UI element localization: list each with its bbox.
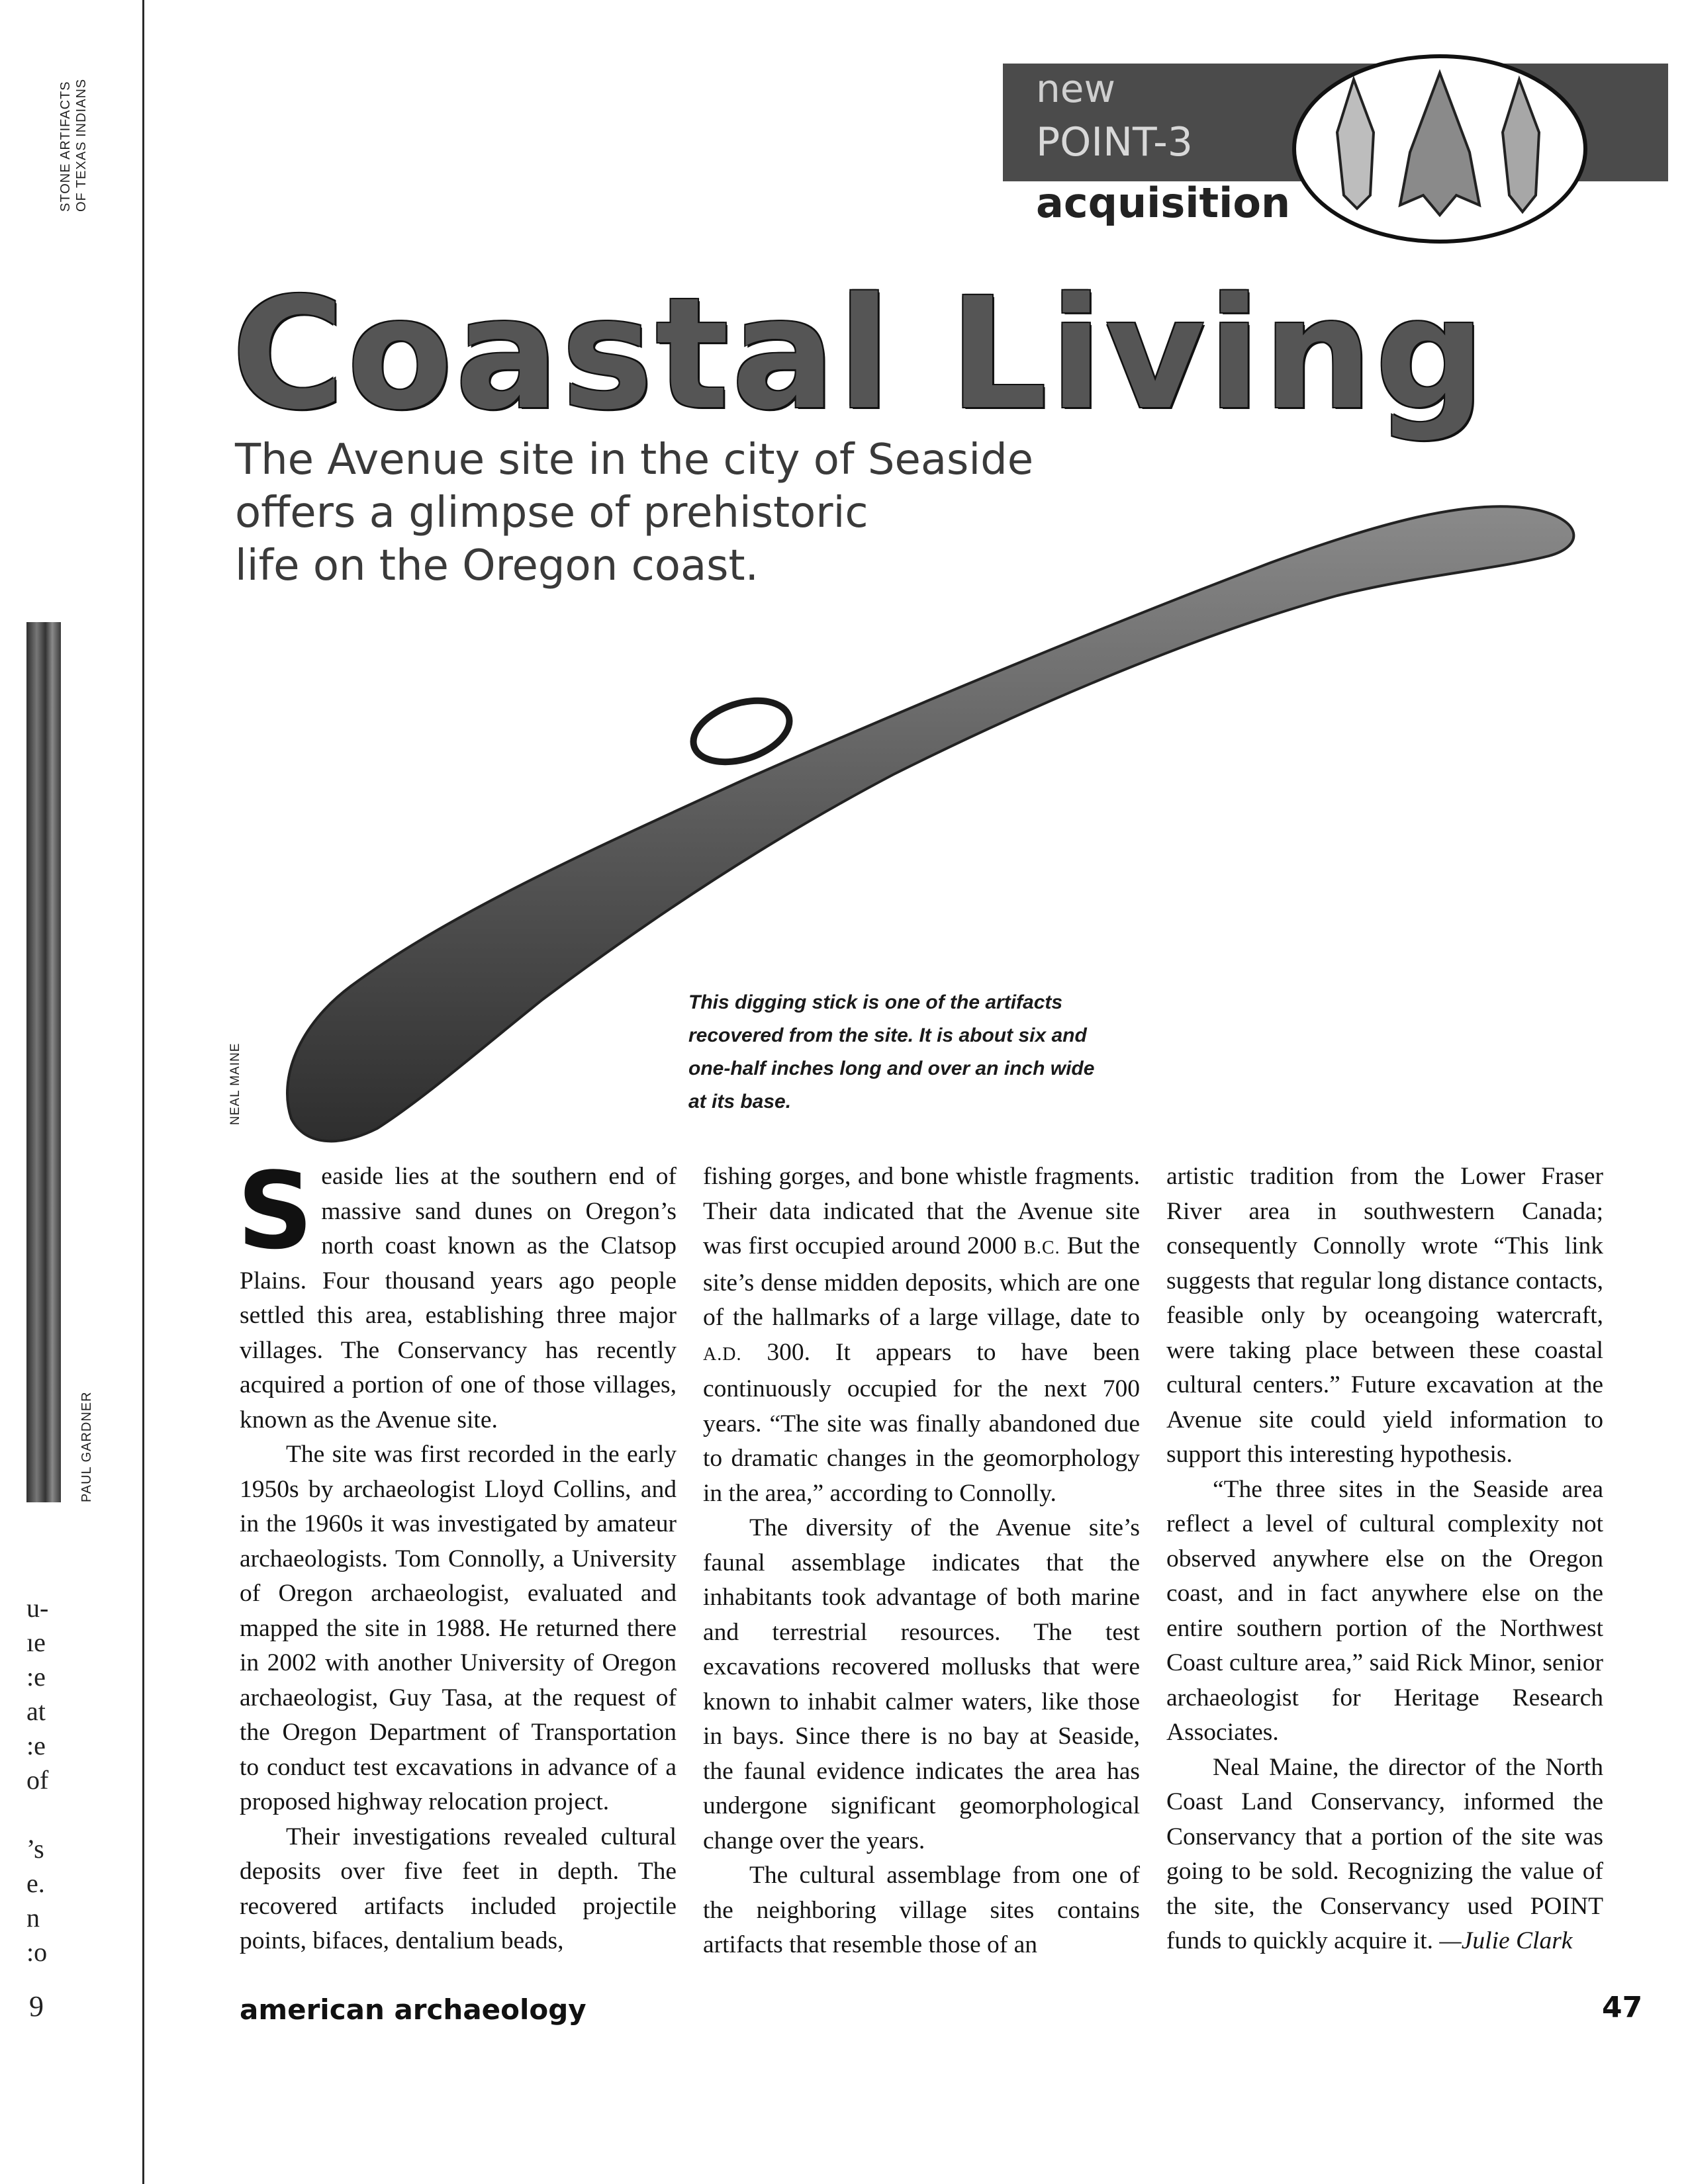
projectile-points-icon: [1291, 53, 1589, 245]
margin-fragment: at: [26, 1696, 46, 1726]
era-abbrev: B.C.: [1023, 1238, 1060, 1258]
era-abbrev: A.D.: [703, 1343, 742, 1365]
paragraph: [1166, 1751, 1603, 1959]
article-column-1: [237, 1149, 677, 1959]
margin-fragment: u-: [26, 1593, 49, 1623]
banner-acquisition-label: acquisition: [1036, 179, 1291, 227]
paragraph: Their investigations revealed cultural deposits over five feet in depth. The recovered artifacts included projectile points, bifaces, dentalium beads,: [240, 1823, 677, 1954]
page-number: 47: [1602, 1991, 1643, 2025]
margin-fragment: :o: [26, 1937, 48, 1967]
article-column-2: [703, 1160, 1140, 1963]
page-gutter-line: [142, 0, 144, 2184]
paragraph-text: fishing gorges, and bone whistle fragments. Their data indicated that the Avenue site was first occupied around 2000: [703, 1163, 1140, 1259]
article-title: Coastal Living: [232, 265, 1488, 443]
banner-point-label: POINT-3: [1036, 119, 1193, 165]
paragraph: The site was first recorded in the early 1950s by archaeologist Lloyd Collins, and in the 1960s it was investigated by amateur archaeologists. Tom Connolly, a University of Oregon archaeologist, evaluated and mapped the site in 1988. He returned there in 2002 with another University of Oregon archaeologist, Guy Tasa, at the request of the Oregon Department of Transportation to conduct test excavations in advance of a proposed highway relocation project.: [240, 1441, 677, 1815]
photo-credit: NEAL MAINE: [228, 1042, 242, 1125]
margin-fragment: n: [26, 1903, 40, 1933]
paragraph: artistic tradition from the Lower Fraser River area in southwestern Canada; consequently Connolly wrote “This link suggests that regular long distance contacts, feasible only by oceangoing watercraft, were taking place between these coastal cultural centers.” Future excavation at the Avenue site could yield information to support this interesting hypothesis.: [1166, 1163, 1603, 1468]
paragraph: “The three sites in the Seaside area reflect a level of cultural complexity not observed anywhere else on the Oregon coast, and in fact anywhere else on the entire southern portion of the Northwest Coast culture area,” said Rick Minor, senior archaeologist for Heritage Research Associates.: [1166, 1475, 1603, 1746]
margin-fragment: :e: [26, 1731, 46, 1760]
subtitle-line: offers a glimpse of prehistoric: [235, 488, 868, 537]
margin-fragment: :e: [26, 1662, 46, 1692]
paragraph-text: 300. It appears to have been continuously occupied for the next 700 years. “The site was finally abandoned due to dramatic changes in the geomorphology in the area,” according to Connolly.: [703, 1338, 1141, 1507]
margin-caption-line1: STONE ARTIFACTS: [58, 81, 73, 212]
drop-cap: S: [237, 1149, 314, 1273]
margin-fragment: ıe: [26, 1627, 46, 1657]
author-signoff: —Julie Clark: [1439, 1927, 1573, 1954]
margin-fragment: of: [26, 1765, 49, 1795]
margin-fragment: ’s: [26, 1834, 44, 1864]
paragraph-text: But the site’s dense midden deposits, which are one of the hallmarks of a large village, date to: [703, 1232, 1140, 1331]
margin-photo-credit: PAUL GARDNER: [79, 1391, 94, 1502]
paragraph: The cultural assemblage from one of the neighboring village sites contains artifacts that resemble those of an: [703, 1862, 1140, 1958]
article-column-3: [1166, 1160, 1603, 1959]
margin-photo-strip: [26, 622, 61, 1502]
margin-page-number: 9: [29, 1990, 44, 2023]
paragraph: [703, 1160, 1140, 1511]
photo-caption: This digging stick is one of the artifacts recovered from the site. It is about six and one-half inches long and over an inch wide at its base.: [688, 991, 1095, 1113]
margin-caption-line2: OF TEXAS INDIANS: [74, 78, 89, 212]
paragraph: [237, 1149, 677, 1437]
margin-fragment: e.: [26, 1868, 45, 1898]
banner-new-label: new: [1036, 66, 1115, 111]
paragraph-text: easide lies at the southern end of massive sand dunes on Oregon’s north coast known as the Clatsop Plains. Four thousand years ago people settled this area, establishing three major villages. The Conservancy has recently acquired a portion of one of those villages, known as the Avenue site.: [240, 1163, 677, 1433]
magazine-name: american archaeology: [240, 1993, 586, 2026]
paragraph: The diversity of the Avenue site’s faunal assemblage indicates that the inhabitants took advantage of both marine and terrestrial resources. The test excavations recovered mollusks that were known to inhabit calmer waters, like those in bays. Since there is no bay at Seaside, the faunal evidence indicates the area has undergone significant geomorphological change over the years.: [703, 1514, 1140, 1854]
subtitle-line: life on the Oregon coast.: [235, 541, 759, 590]
paragraph-text: Neal Maine, the director of the North Coast Land Conservancy, informed the Conservancy that a portion of the site was going to be sold. Recognizing the value of the site, the Conservancy used POINT funds to quickly acquire it.: [1166, 1753, 1603, 1954]
subtitle-line: The Avenue site in the city of Seaside: [235, 435, 1034, 484]
